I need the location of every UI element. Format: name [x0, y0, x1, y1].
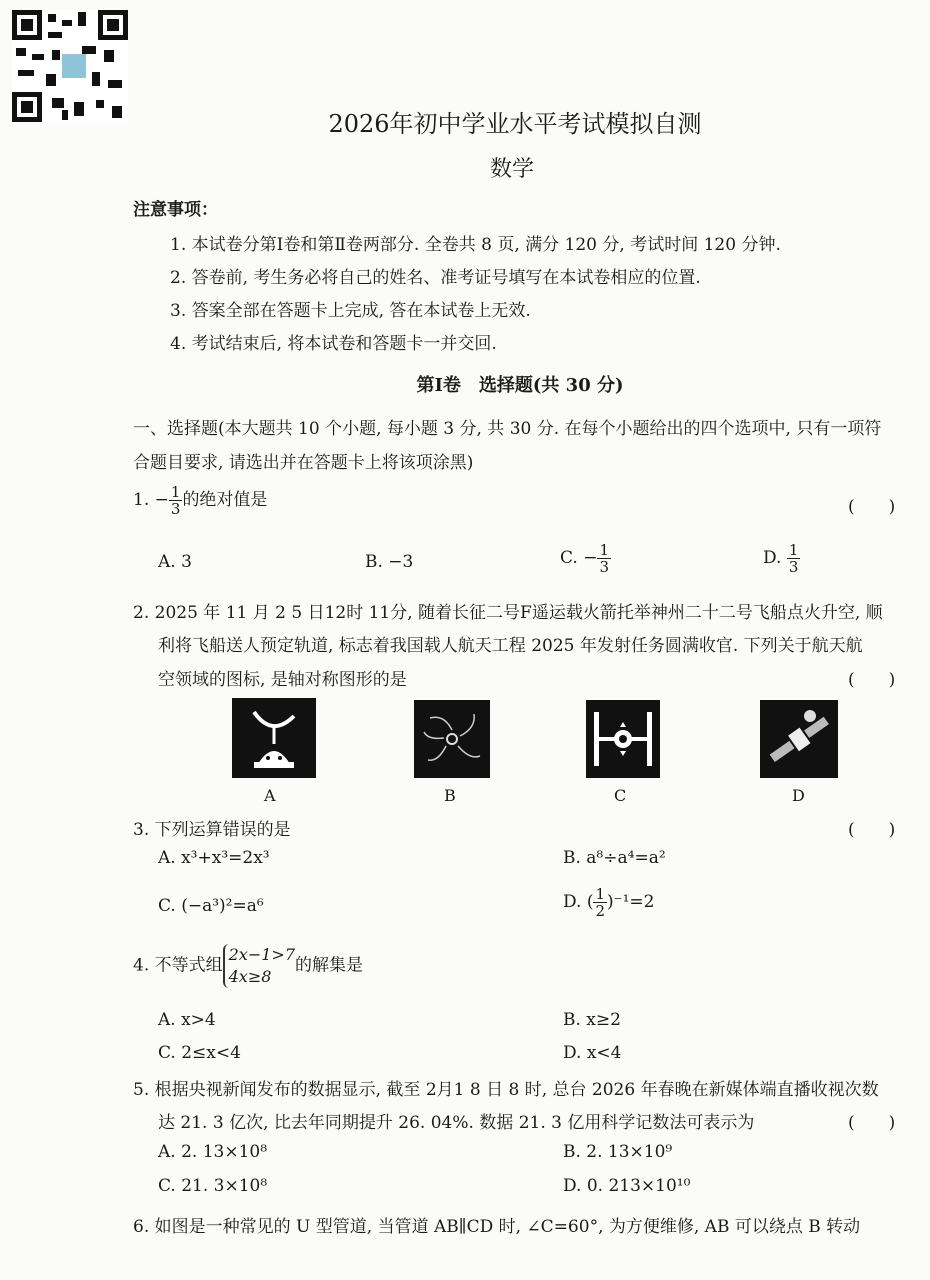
numerator: 1 — [788, 541, 799, 559]
note-item: 2. 答卷前, 考生务必将自己的姓名、准考证号填写在本试卷相应的位置. — [170, 268, 701, 288]
answer-paren: ( ) — [848, 1113, 896, 1133]
answer-paren: ( ) — [848, 497, 896, 517]
figure-label: C — [614, 786, 627, 805]
option-a: A. 2. 13×10⁸ — [158, 1142, 268, 1162]
option-label: C. — [560, 548, 578, 568]
answer-paren: ( ) — [848, 820, 896, 840]
section-title: 第Ⅰ卷 选择题(共 30 分) — [416, 375, 624, 396]
exam-title: 2026年初中学业水平考试模拟自测 — [328, 110, 702, 138]
figure-label: A — [264, 786, 276, 805]
notes-heading: 注意事项： — [133, 200, 218, 220]
question-6-line: 6. 如图是一种常见的 U 型管道, 当管道 AB∥CD 时, ∠C=60°, 为方便维修, AB 可以绕点 B 转动 — [133, 1217, 861, 1237]
fraction — [597, 542, 611, 575]
option-c — [560, 542, 611, 575]
denominator: 3 — [788, 558, 799, 576]
option-c: C. 2≤x<4 — [158, 1043, 241, 1063]
option-a: A. 3 — [158, 552, 192, 572]
satellite-dish-icon — [232, 698, 316, 778]
question-3: 3. 下列运算错误的是 — [133, 820, 291, 840]
option-d — [563, 886, 655, 919]
section-intro: 合题目要求, 请选出并在答题卡上将该项涂黑) — [133, 453, 474, 473]
fraction — [593, 886, 607, 919]
denominator: 3 — [599, 558, 610, 576]
option-d — [763, 542, 800, 575]
space-station-icon — [586, 700, 660, 778]
figure-label: D — [792, 786, 805, 805]
question-2-line: 2. 2025 年 11 月 2 5 日12时 11分, 随着长征二号F遥运载火箭托举神州二十二号飞船点火升空, 顺 — [133, 603, 883, 623]
fraction — [169, 484, 183, 517]
answer-paren: ( ) — [848, 670, 896, 690]
option-a: A. x³+x³=2x³ — [158, 848, 270, 868]
denominator: 2 — [595, 902, 606, 920]
denominator: 3 — [170, 500, 181, 518]
option-d: D. 0. 213×10¹⁰ — [563, 1176, 691, 1196]
question-1 — [133, 484, 267, 517]
option-c: C. (−a³)²=a⁶ — [158, 896, 264, 916]
inequality: 4x≥8 — [228, 967, 272, 986]
subject-title: 数学 — [489, 157, 534, 182]
note-item: 3. 答案全部在答题卡上完成, 答在本试卷上无效. — [170, 301, 531, 321]
question-number: 1. — [133, 490, 150, 510]
option-b: B. x≥2 — [563, 1010, 621, 1030]
option-b: B. a⁸÷a⁴=a² — [563, 848, 666, 868]
option-c: C. 21. 3×10⁸ — [158, 1176, 268, 1196]
question-2-line: 利将飞船送人预定轨道, 标志着我国载人航天工程 2025 年发射任务圆满收官. 下列关于航天航 — [158, 636, 863, 656]
question-text: 的绝对值是 — [182, 490, 268, 510]
option-d: D. x<4 — [563, 1043, 622, 1063]
question-4 — [133, 944, 363, 988]
section-intro: 一、选择题(本大题共 10 个小题, 每小题 3 分, 共 30 分. 在每个小题给出的四个选项中, 只有一项符 — [133, 419, 882, 439]
question-5-line: 5. 根据央视新闻发布的数据显示, 截至 2月1 8 日 8 时, 总台 2026 年春晚在新媒体端直播收视次数 — [133, 1080, 879, 1100]
numerator: 1 — [170, 483, 181, 501]
inequality-system — [223, 944, 295, 988]
numerator: 1 — [595, 885, 606, 903]
note-item: 4. 考试结束后, 将本试卷和答题卡一并交回. — [170, 334, 497, 354]
galaxy-icon — [414, 700, 490, 778]
sign: − — [154, 490, 169, 510]
sign: − — [583, 548, 598, 568]
question-text: 的解集是 — [295, 955, 363, 976]
satellite-icon — [760, 700, 838, 778]
option-b: B. 2. 13×10⁹ — [563, 1142, 673, 1162]
option-b: B. −3 — [365, 552, 414, 572]
expression: )⁻¹=2 — [607, 892, 655, 912]
fraction — [787, 542, 801, 575]
question-2-line: 空领域的图标, 是轴对称图形的是 — [158, 670, 407, 690]
option-label: D. — [763, 548, 782, 568]
question-5-line: 达 21. 3 亿次, 比去年同期提升 26. 04%. 数据 21. 3 亿用科学记数法可表示为 — [158, 1113, 755, 1133]
inequality: 2x−1>7 — [228, 945, 295, 964]
option-label: D. ( — [563, 892, 594, 912]
figure-label: B — [444, 786, 456, 805]
note-item: 1. 本试卷分第Ⅰ卷和第Ⅱ卷两部分. 全卷共 8 页, 满分 120 分, 考试时间 120 分钟. — [170, 235, 781, 255]
question-text: 4. 不等式组 — [133, 955, 223, 976]
option-a: A. x>4 — [158, 1010, 216, 1030]
numerator: 1 — [599, 541, 610, 559]
